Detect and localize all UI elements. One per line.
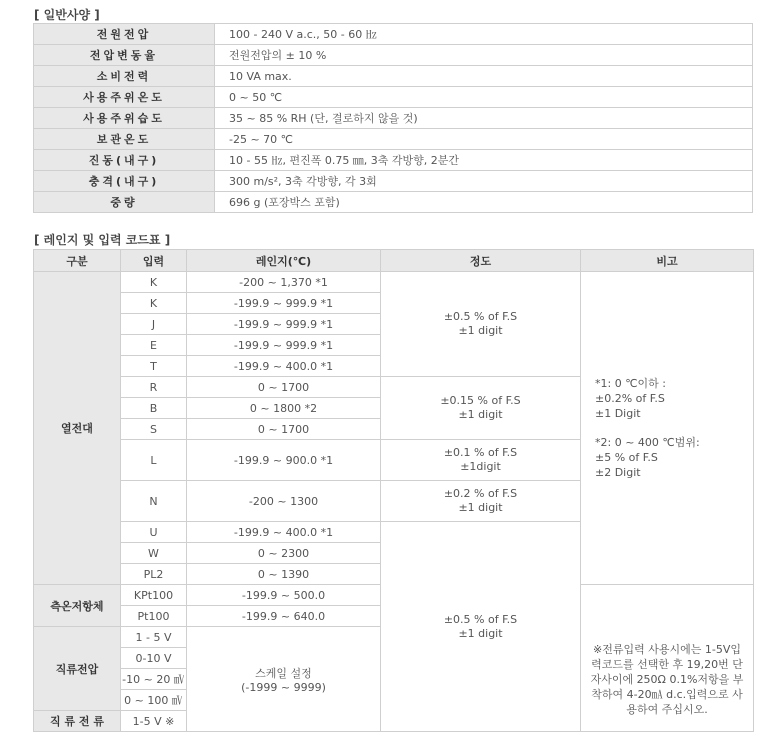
scale-line: (-1999 ~ 9999) xyxy=(241,680,326,694)
input-cell: N xyxy=(121,481,187,522)
range-cell: -199.9 ~ 999.9 *1 xyxy=(187,335,381,356)
input-cell: -10 ~ 20 ㎷ xyxy=(121,669,187,690)
spec-value: 35 ~ 85 % RH (단, 결로하지 않을 것) xyxy=(215,108,753,129)
remark-line: ±5 % of F.S xyxy=(595,451,658,464)
input-cell: 1 - 5 V xyxy=(121,627,187,648)
accuracy-line: ±1 digit xyxy=(458,501,503,514)
remark-line: 착하여 4-20㎃ d.c.입력으로 사 xyxy=(591,688,743,701)
accuracy-cell xyxy=(381,377,581,440)
spec-row xyxy=(34,129,753,150)
spec-value: 0 ~ 50 ℃ xyxy=(215,87,753,108)
accuracy-line: ±0.15 % of F.S xyxy=(440,394,521,407)
spec-label: 보관온도 xyxy=(34,129,215,150)
spec-value: 696 g (포장박스 포함) xyxy=(215,192,753,213)
spec-label: 사용주위온도 xyxy=(34,87,215,108)
spec-label: 전압변동율 xyxy=(34,45,215,66)
input-cell: S xyxy=(121,419,187,440)
category-rtd: 측온저항체 xyxy=(34,585,121,627)
spec-row xyxy=(34,45,753,66)
spec-value: 10 - 55 ㎐, 편진폭 0.75 ㎜, 3축 각방향, 2분간 xyxy=(215,150,753,171)
remark-line: 력코드를 선택한 후 19,20번 단 xyxy=(591,658,743,671)
range-cell: -199.9 ~ 640.0 xyxy=(187,606,381,627)
scale-line: 스케일 설정 xyxy=(255,666,312,680)
category-thermocouple: 열전대 xyxy=(34,272,121,585)
input-cell: J xyxy=(121,314,187,335)
range-code-table xyxy=(33,249,754,732)
range-cell: -199.9 ~ 500.0 xyxy=(187,585,381,606)
spec-value: 100 - 240 V a.c., 50 - 60 ㎐ xyxy=(215,24,753,45)
header-range: 레인지(℃) xyxy=(187,250,381,272)
general-spec-title: [ 일반사양 ] xyxy=(34,8,100,22)
remarks-current-input-note xyxy=(581,585,754,732)
remark-line: 용하여 주십시오. xyxy=(626,703,708,716)
remark-line: *1: 0 ℃이하 : xyxy=(595,377,667,390)
spec-label: 전원전압 xyxy=(34,24,215,45)
accuracy-cell xyxy=(381,272,581,377)
accuracy-line: ±1 digit xyxy=(458,626,503,640)
table-row xyxy=(34,272,754,293)
general-spec-table xyxy=(33,23,753,213)
header-accuracy: 정도 xyxy=(381,250,581,272)
spec-label: 진동(내구) xyxy=(34,150,215,171)
header-row xyxy=(34,250,754,272)
range-cell: 0 ~ 2300 xyxy=(187,543,381,564)
range-cell: 0 ~ 1700 xyxy=(187,419,381,440)
remark-line: ±1 Digit xyxy=(595,407,641,420)
remark-line: *2: 0 ~ 400 ℃범위: xyxy=(595,436,700,449)
range-cell: 0 ~ 1700 xyxy=(187,377,381,398)
accuracy-line: ±0.2 % of F.S xyxy=(443,487,518,500)
spec-value: -25 ~ 70 ℃ xyxy=(215,129,753,150)
input-cell: L xyxy=(121,440,187,481)
input-cell: U xyxy=(121,522,187,543)
spec-row xyxy=(34,150,753,171)
range-code-title: [ 레인지 및 입력 코드표 ] xyxy=(34,233,171,247)
input-cell: PL2 xyxy=(121,564,187,585)
spec-value: 전원전압의 ± 10 % xyxy=(215,45,753,66)
range-cell: -199.9 ~ 999.9 *1 xyxy=(187,314,381,335)
remark-line: ±2 Digit xyxy=(595,466,641,479)
spec-row xyxy=(34,108,753,129)
accuracy-line: ±1 digit xyxy=(458,408,503,421)
accuracy-cell xyxy=(381,440,581,481)
range-cell: -199.9 ~ 900.0 *1 xyxy=(187,440,381,481)
accuracy-cell xyxy=(381,522,581,732)
scale-setting-cell xyxy=(187,627,381,732)
input-cell: E xyxy=(121,335,187,356)
header-input: 입력 xyxy=(121,250,187,272)
input-cell: 0-10 V xyxy=(121,648,187,669)
input-cell: K xyxy=(121,293,187,314)
input-cell: 1-5 V ※ xyxy=(121,711,187,732)
input-cell: 0 ~ 100 ㎷ xyxy=(121,690,187,711)
header-remarks: 비고 xyxy=(581,250,754,272)
accuracy-line: ±1 digit xyxy=(458,324,503,337)
input-cell: W xyxy=(121,543,187,564)
range-cell: 0 ~ 1390 xyxy=(187,564,381,585)
accuracy-line: ±1digit xyxy=(460,460,501,473)
input-cell: R xyxy=(121,377,187,398)
spec-value: 10 VA max. xyxy=(215,66,753,87)
range-cell: -199.9 ~ 999.9 *1 xyxy=(187,293,381,314)
input-cell: KPt100 xyxy=(121,585,187,606)
accuracy-cell xyxy=(381,481,581,522)
header-category: 구분 xyxy=(34,250,121,272)
range-cell: -199.9 ~ 400.0 *1 xyxy=(187,356,381,377)
spec-row xyxy=(34,24,753,45)
accuracy-line: ±0.1 % of F.S xyxy=(443,446,518,459)
accuracy-line: ±0.5 % of F.S xyxy=(443,612,518,626)
spec-label: 중량 xyxy=(34,192,215,213)
remark-line: ※전류입력 사용시에는 1-5V입 xyxy=(593,643,741,656)
range-cell: 0 ~ 1800 *2 xyxy=(187,398,381,419)
remarks-footnotes xyxy=(581,272,754,585)
spec-row xyxy=(34,192,753,213)
spec-row xyxy=(34,66,753,87)
spec-label: 사용주위습도 xyxy=(34,108,215,129)
range-cell: -199.9 ~ 400.0 *1 xyxy=(187,522,381,543)
input-cell: B xyxy=(121,398,187,419)
input-cell: Pt100 xyxy=(121,606,187,627)
category-dc-voltage: 직류전압 xyxy=(34,627,121,711)
remark-line: ±0.2% of F.S xyxy=(595,392,665,405)
spec-row xyxy=(34,87,753,108)
input-cell: K xyxy=(121,272,187,293)
category-dc-current: 직 류 전 류 xyxy=(34,711,121,732)
spec-label: 소비전력 xyxy=(34,66,215,87)
input-cell: T xyxy=(121,356,187,377)
range-cell: -200 ~ 1,370 *1 xyxy=(187,272,381,293)
accuracy-line: ±0.5 % of F.S xyxy=(443,310,518,323)
spec-value: 300 m/s², 3축 각방향, 각 3회 xyxy=(215,171,753,192)
spec-row xyxy=(34,171,753,192)
range-cell: -200 ~ 1300 xyxy=(187,481,381,522)
remark-line: 자사이에 250Ω 0.1%저항을 부 xyxy=(590,673,744,686)
spec-label: 충격(내구) xyxy=(34,171,215,192)
